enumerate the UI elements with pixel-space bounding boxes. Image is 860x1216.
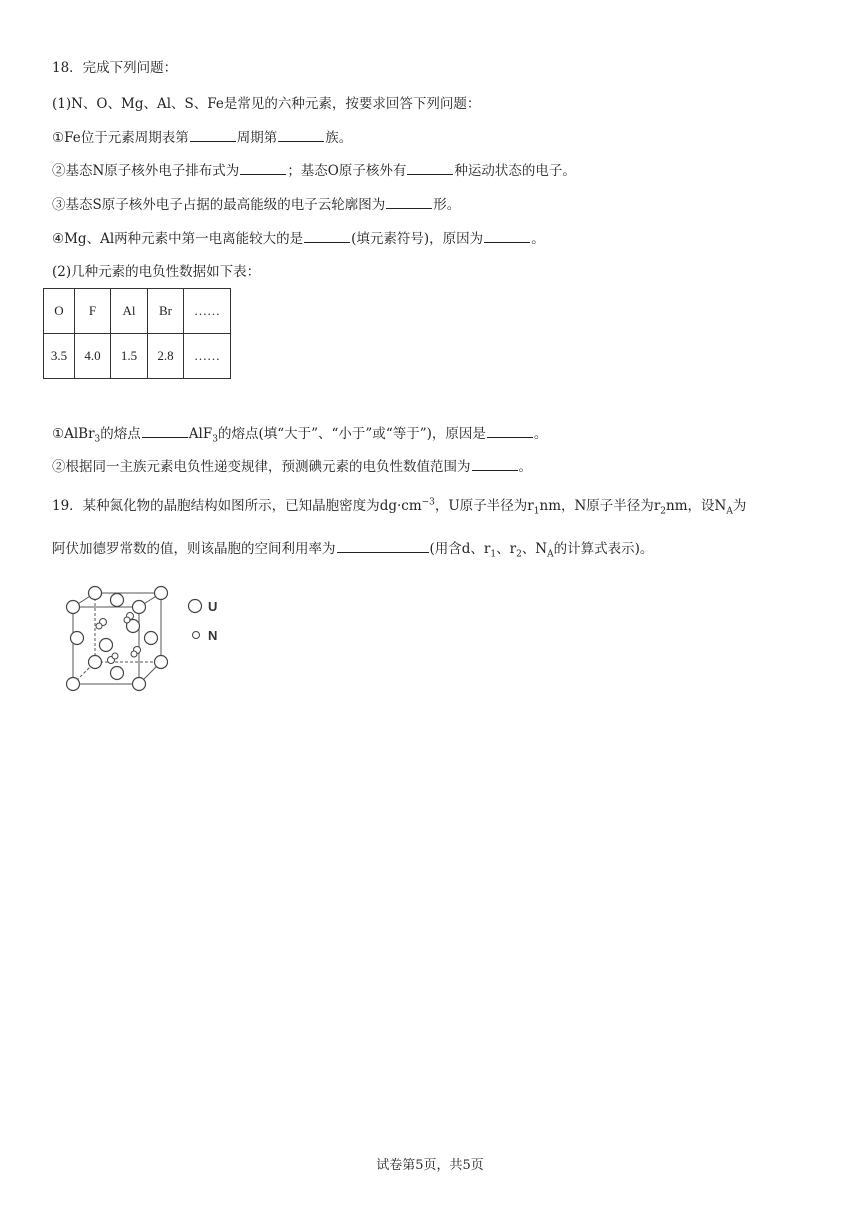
table-cell: 1.5	[111, 334, 148, 379]
text: r	[653, 498, 661, 514]
q18-item2	[52, 160, 576, 181]
q18-sub-item2	[52, 456, 532, 477]
table-cell: 2.8	[148, 334, 184, 379]
text: ；基态O原子核外有	[287, 163, 407, 179]
q18-item4	[52, 228, 545, 249]
text: 种运动状态的电子。	[454, 163, 576, 179]
subscript: 3	[94, 434, 101, 445]
text: (填元素符号)，原因为	[351, 231, 484, 247]
answer-blank[interactable]	[484, 228, 530, 243]
text: 周期第	[236, 130, 278, 146]
text: r	[527, 498, 534, 514]
text: N	[714, 498, 727, 514]
text: 。	[533, 426, 548, 442]
answer-blank[interactable]	[304, 228, 350, 243]
text: nm，设	[666, 498, 715, 514]
text: dg·cm	[379, 498, 422, 514]
table-value-row	[44, 334, 231, 379]
n-atom-legend-icon	[193, 632, 200, 639]
table-cell: O	[44, 289, 75, 334]
subscript: A	[547, 549, 554, 560]
text: 19．某种氮化物的晶胞结构如图所示，已知晶胞密度为	[52, 498, 380, 514]
page-footer: 试卷第5页，共5页	[376, 1158, 484, 1173]
table-header-row	[44, 289, 231, 334]
text: 族。	[325, 130, 353, 146]
q19-line1	[52, 496, 746, 516]
text: 、N	[521, 541, 548, 557]
text: (用含d、r	[429, 541, 491, 557]
table-cell: ……	[184, 334, 231, 379]
q18-part1-intro: (1)N、O、Mg、Al、S、Fe是常见的六种元素，按要求回答下列问题：	[52, 96, 481, 112]
table-cell: Br	[148, 289, 184, 334]
table-cell: 4.0	[75, 334, 111, 379]
table-cell: ……	[184, 289, 231, 334]
answer-blank[interactable]	[337, 538, 429, 553]
q19-line2	[52, 538, 653, 559]
table-cell: F	[75, 289, 111, 334]
answer-blank[interactable]	[240, 160, 286, 175]
subscript: 1	[490, 549, 497, 560]
subscript: 2	[516, 549, 522, 560]
text: AlF	[188, 426, 213, 442]
crystal-cell-diagram	[55, 580, 235, 698]
legend-n-label: N	[208, 628, 218, 643]
subscript: 1	[533, 506, 540, 517]
text: ②基态N原子核外电子排布式为	[52, 163, 240, 179]
text: nm，N原子半径为	[539, 498, 654, 514]
text: 的熔点	[100, 426, 141, 442]
legend-u-label: U	[208, 599, 218, 614]
answer-blank[interactable]	[190, 127, 236, 142]
text: 、r	[496, 541, 517, 557]
text: 。	[518, 459, 532, 475]
answer-blank[interactable]	[142, 423, 188, 438]
answer-blank[interactable]	[278, 127, 324, 142]
text: ②根据同一主族元素电负性递变规律，预测碘元素的电负性数值范围为	[52, 459, 471, 475]
text: ③基态S原子核外电子占据的最高能级的电子云轮廓图为	[52, 197, 386, 213]
answer-blank[interactable]	[407, 160, 453, 175]
answer-blank[interactable]	[472, 456, 518, 471]
text: 的计算式表示)。	[553, 541, 654, 557]
q18-part2-intro: (2)几种元素的电负性数据如下表：	[52, 264, 261, 280]
answer-blank[interactable]	[386, 194, 432, 209]
text: 形。	[433, 197, 461, 213]
table-cell: Al	[111, 289, 148, 334]
text: 为	[732, 498, 747, 514]
text: ①AlBr	[52, 426, 95, 442]
text: ①Fe位于元素周期表第	[52, 130, 189, 146]
superscript: −3	[421, 497, 435, 508]
subscript: 3	[212, 434, 218, 445]
q18-title: 18．完成下列问题：	[52, 60, 178, 76]
subscript: 2	[660, 506, 667, 517]
electronegativity-table	[43, 288, 231, 379]
q18-item1	[52, 127, 352, 148]
subscript: A	[726, 506, 733, 517]
text: 阿伏加德罗常数的值，则该晶胞的空间利用率为	[52, 541, 336, 557]
answer-blank[interactable]	[487, 423, 533, 438]
u-atom-legend-icon	[189, 600, 202, 613]
q18-sub-item1	[52, 423, 547, 444]
text: ，U原子半径为	[434, 498, 528, 514]
table-cell: 3.5	[44, 334, 75, 379]
q18-item3	[52, 194, 460, 215]
text: 。	[531, 231, 545, 247]
text: 的熔点(填“大于”、“小于”或“等于”)，原因是	[217, 426, 486, 442]
text: ④Mg、Al两种元素中第一电离能较大的是	[52, 231, 304, 247]
